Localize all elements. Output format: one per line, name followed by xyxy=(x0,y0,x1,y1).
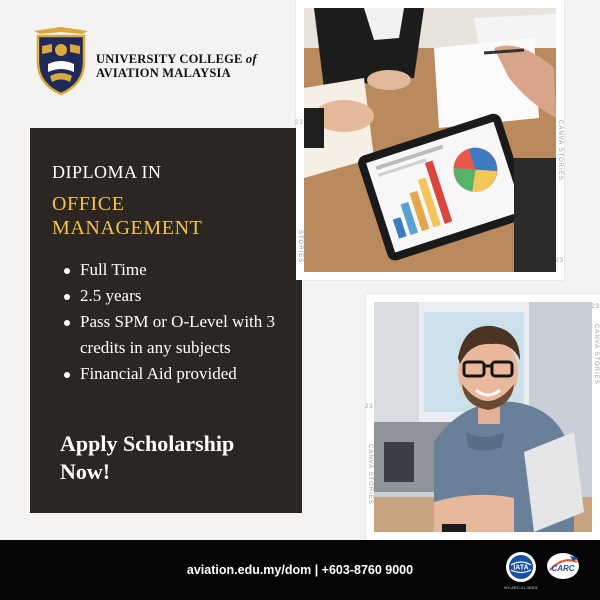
frame-number: 23 xyxy=(295,120,304,126)
smiling-man-photo xyxy=(366,294,600,540)
carc-badge-icon xyxy=(546,552,580,580)
frame-watermark: CANVA STORIES xyxy=(367,444,373,505)
program-features-list xyxy=(64,257,294,387)
office-meeting-photo xyxy=(296,0,564,280)
frame-number: 23 xyxy=(365,404,374,410)
contact-info[interactable]: aviation.edu.my/dom | +603-8760 9000 xyxy=(186,563,414,577)
apply-scholarship-cta: Apply Scholarship Now! xyxy=(60,431,235,484)
iata-code: MY-ARC-01-30301 xyxy=(504,585,538,590)
diploma-heading: DIPLOMA IN xyxy=(52,162,162,182)
frame-watermark: CANVA STORIES xyxy=(297,230,309,264)
college-crest-logo xyxy=(30,22,92,98)
college-name: UNIVERSITY COLLEGE of AVIATION MALAYSIA xyxy=(96,52,257,80)
carc-text: CARC xyxy=(551,564,575,573)
program-title: OFFICE MANAGEMENT xyxy=(52,193,203,239)
feature-item: Pass SPM or O-Level with 3 credits in any subjects xyxy=(64,309,294,361)
feature-item: Full Time xyxy=(64,257,294,283)
iata-badge-icon xyxy=(505,551,537,583)
frame-number: 23 xyxy=(555,258,564,264)
iata-text: IATA xyxy=(513,564,529,572)
program-info-panel xyxy=(30,128,302,513)
frame-number: 23 xyxy=(591,304,600,310)
frame-watermark: CANVA STORIES xyxy=(557,120,563,181)
feature-item: 2.5 years xyxy=(64,283,294,309)
feature-item: Financial Aid provided xyxy=(64,361,294,387)
frame-watermark: CANVA STORIES xyxy=(593,324,599,385)
footer-bar xyxy=(0,540,600,600)
